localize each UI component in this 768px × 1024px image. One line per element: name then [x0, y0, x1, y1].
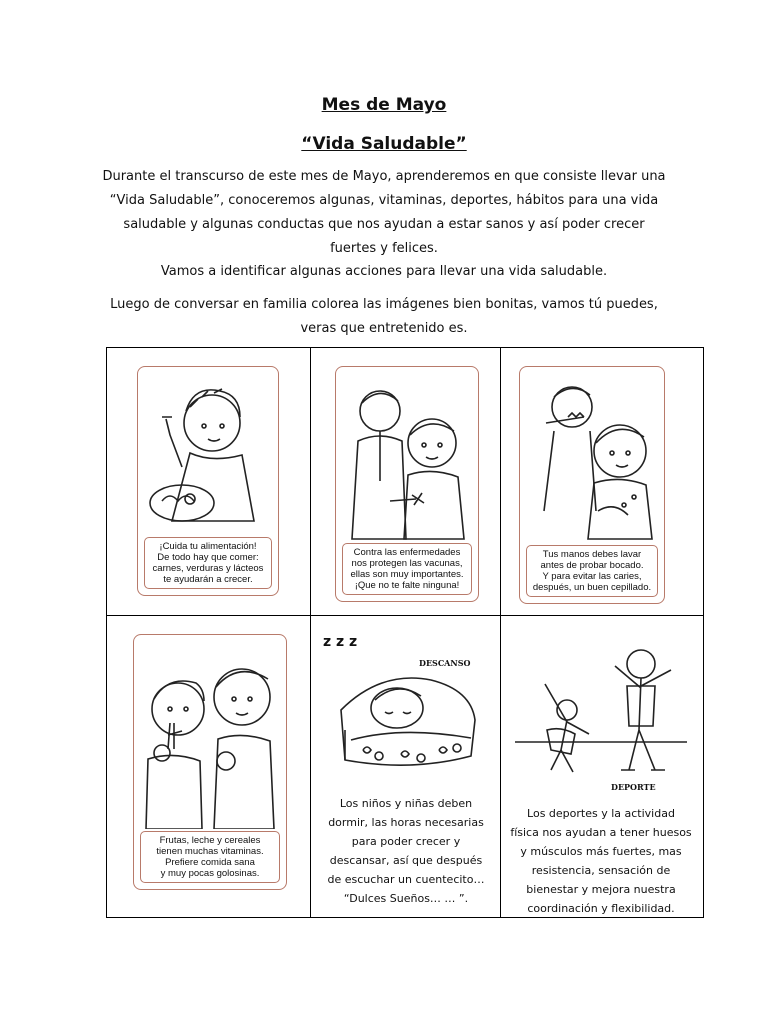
page-title: Mes de Mayo	[321, 95, 447, 115]
intro-paragraph: Durante el transcurso de este mes de Mayo, aprenderemos en que consiste llevar una “Vida Saludable”, conoceremos algunas, vitaminas, deportes, hábitos para una vida saludable y algunas conductas que nos ayudan a estar sanos y así poder crecer fuertes y felices.	[102, 169, 666, 256]
card-caption: Los niños y niñas deben dormir, las horas necesarias para poder crecer y descansar, así que después de escuchar un cuentecito… “Dulces Sueños… … ”.	[327, 797, 485, 905]
coloring-paragraph: Luego de conversar en familia colorea las imágenes bien bonitas, vamos tú puedes, veras que entretenido es.	[110, 297, 658, 336]
coloring-grid	[106, 347, 704, 918]
card-caption: Contra las enfermedades nos protegen las vacunas, ellas son muy importantes. ¡Que no te falte ninguna!	[342, 543, 472, 595]
cell-deporte	[501, 616, 703, 917]
child-eating-illustration	[142, 371, 274, 539]
card-caption: Frutas, leche y cereales tienen muchas vitaminas. Prefiere comida sana y muy pocas golosinas.	[140, 831, 280, 883]
card-higiene	[519, 366, 665, 604]
card-caption: Los deportes y la actividad física nos ayudan a tener huesos y músculos más fuertes, mas resistencia, sensación de bienestar y mejora nuestra coordinación y flexibilidad.	[510, 807, 692, 915]
cell-alimentacion	[107, 348, 311, 616]
deporte-label: DEPORTE	[611, 782, 656, 792]
cell-higiene	[501, 348, 703, 616]
instruction-paragraph: Vamos a identificar algunas acciones para llevar una vida saludable.	[160, 264, 608, 279]
cell-descanso	[311, 616, 501, 917]
children-eating-fruit-illustration	[138, 639, 282, 829]
sleep-z-letters: z z z	[323, 634, 358, 650]
card-caption: Tus manos debes lavar antes de probar bocado. Y para evitar las caries, después, un buen cepillado.	[526, 545, 658, 597]
cell-frutas	[107, 616, 311, 917]
doctor-vaccine-illustration	[340, 371, 474, 543]
page-subtitle: “Vida Saludable”	[301, 134, 467, 154]
children-exercising-illustration	[511, 630, 691, 780]
descanso-label: DESCANSO	[419, 658, 471, 668]
card-caption: ¡Cuida tu alimentación! De todo hay que comer: carnes, verduras y lácteos te ayudarán a crecer.	[144, 537, 272, 589]
card-frutas	[133, 634, 287, 890]
child-sleeping-illustration	[321, 630, 491, 780]
card-alimentacion	[137, 366, 279, 596]
cell-vacunas	[311, 348, 501, 616]
children-brushing-illustration	[524, 371, 660, 543]
card-vacunas	[335, 366, 479, 602]
